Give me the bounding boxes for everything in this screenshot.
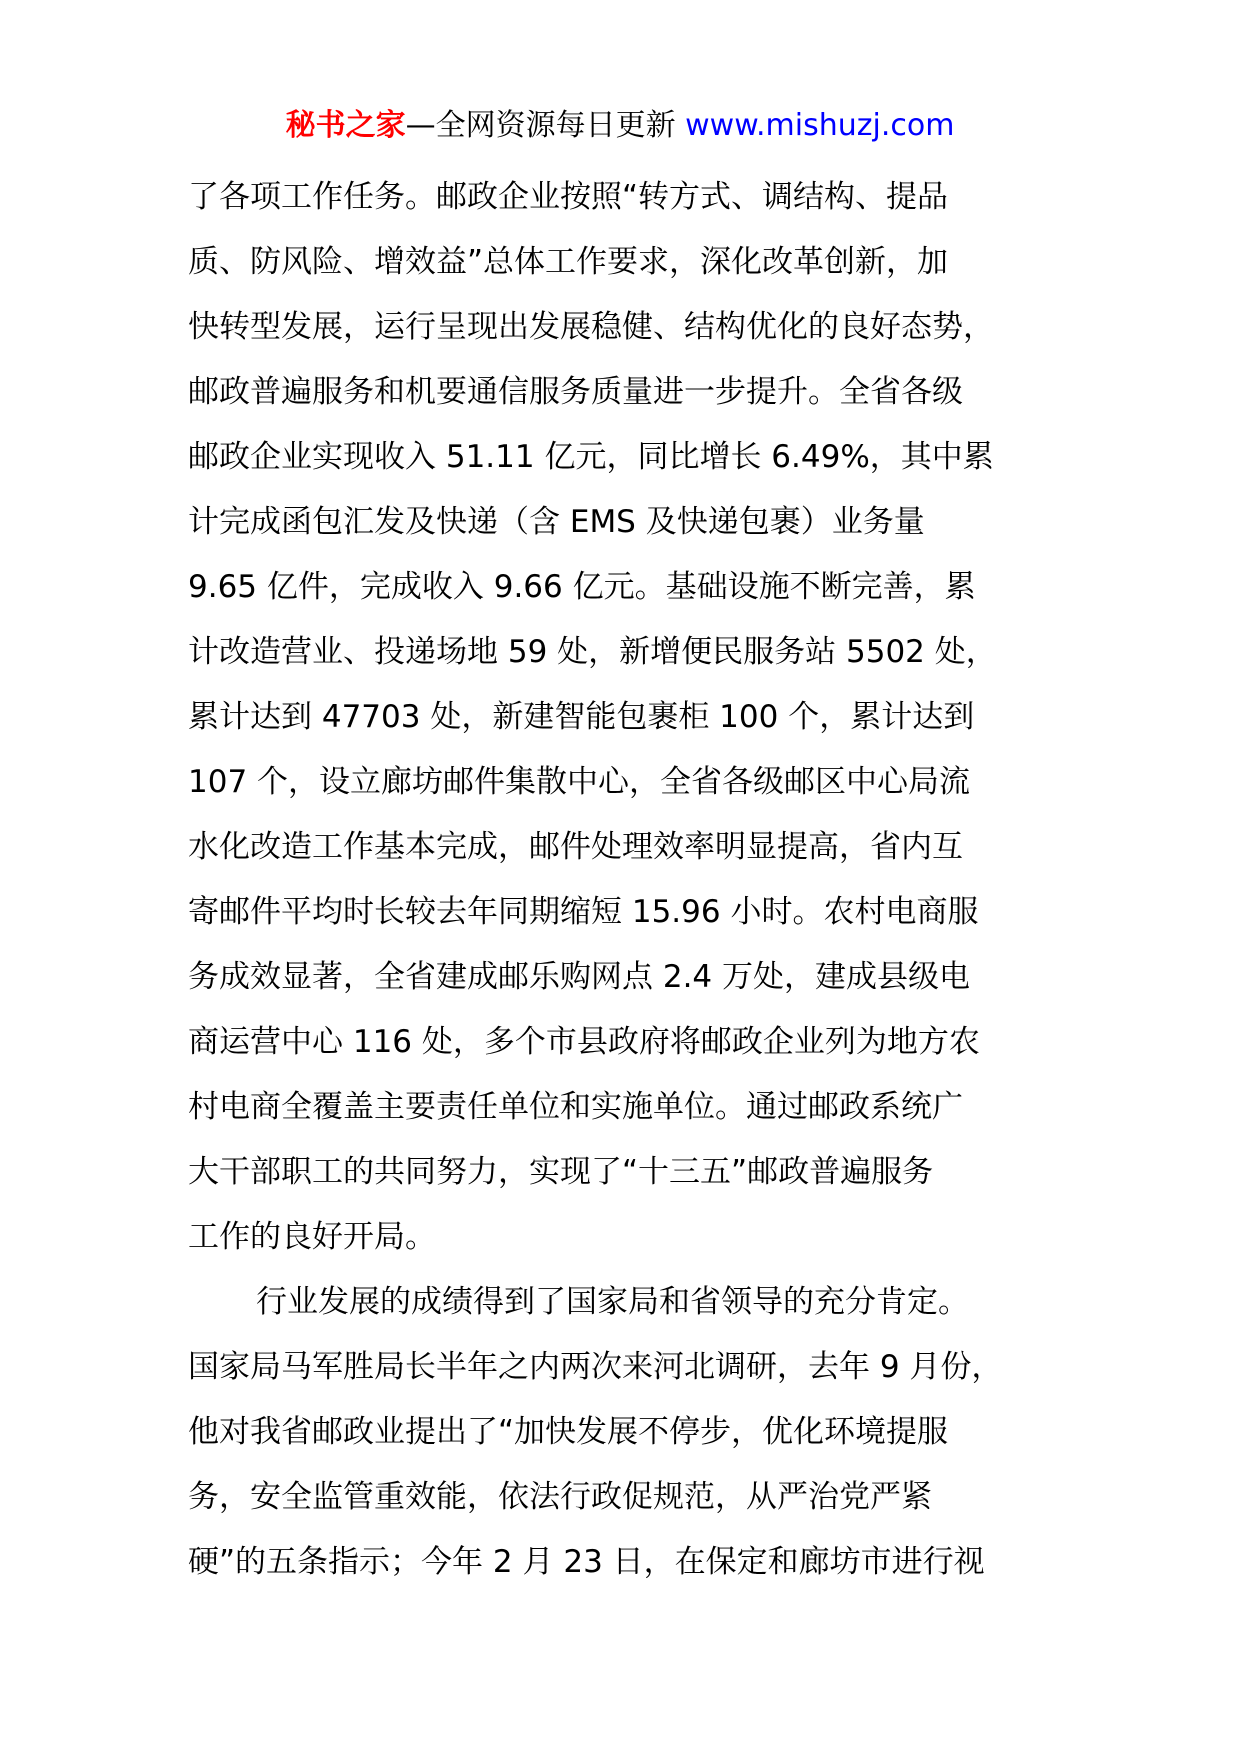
text-line: 邮政企业实现收入 51.11 亿元，同比增长 6.49%，其中累: [188, 439, 994, 475]
text-line: 他对我省邮政业提出了“加快发展不停步，优化环境提服: [188, 1414, 949, 1450]
header-tagline: —全网资源每日更新: [405, 108, 686, 143]
text-line: 商运营中心 116 处，多个市县政府将邮政企业列为地方农: [188, 1024, 980, 1060]
document-body: [188, 165, 1068, 1595]
text-line: 计改造营业、投递场地 59 处，新增便民服务站 5502 处，: [188, 634, 997, 670]
text-line: 了各项工作任务。邮政企业按照“转方式、调结构、提品: [188, 179, 949, 215]
text-line: 硬”的五条指示；今年 2 月 23 日，在保定和廊坊市进行视: [188, 1544, 985, 1580]
text-line: 务，安全监管重效能，依法行政促规范，从严治党严紧: [188, 1479, 932, 1515]
text-line: 水化改造工作基本完成，邮件处理效率明显提高，省内互: [188, 829, 963, 865]
header-brand: 秘书之家: [285, 108, 406, 143]
text-line: 质、防风险、增效益”总体工作要求，深化改革创新，加: [188, 244, 949, 280]
text-line: 务成效显著，全省建成邮乐购网点 2.4 万处，建成县级电: [188, 959, 971, 995]
text-line: 计完成函包汇发及快递（含 EMS 及快递包裹）业务量: [188, 504, 925, 540]
paragraph-start-line: 行业发展的成绩得到了国家局和省领导的充分肯定。: [256, 1284, 969, 1320]
text-line: 大干部职工的共同努力，实现了“十三五”邮政普遍服务: [188, 1154, 934, 1190]
text-line: 邮政普遍服务和机要通信服务质量进一步提升。全省各级: [188, 374, 963, 410]
header-url-link[interactable]: www.mishuzj.com: [685, 108, 955, 143]
text-line: 累计达到 47703 处，新建智能包裹柜 100 个，累计达到: [188, 699, 975, 735]
text-line: 国家局马军胜局长半年之内两次来河北调研，去年 9 月份，: [188, 1349, 1003, 1385]
page-header: [0, 104, 1240, 148]
text-line: 村电商全覆盖主要责任单位和实施单位。通过邮政系统广: [188, 1089, 963, 1125]
text-line: 9.65 亿件，完成收入 9.66 亿元。基础设施不断完善，累: [188, 569, 976, 605]
text-line: 107 个，设立廊坊邮件集散中心，全省各级邮区中心局流: [188, 764, 971, 800]
text-line: 工作的良好开局。: [188, 1219, 436, 1255]
text-line: 快转型发展，运行呈现出发展稳健、结构优化的良好态势，: [188, 309, 994, 345]
text-line: 寄邮件平均时长较去年同期缩短 15.96 小时。农村电商服: [188, 894, 979, 930]
